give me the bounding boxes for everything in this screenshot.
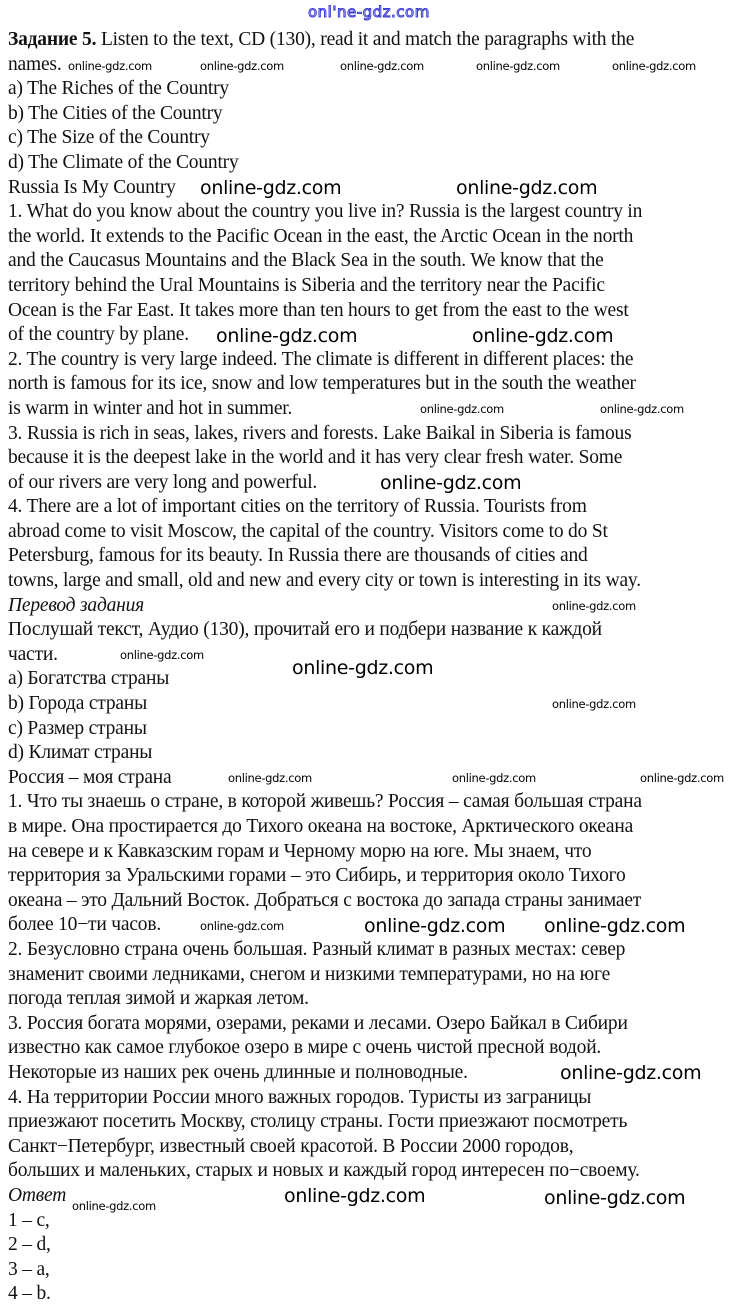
- text-line: a) The Riches of the Country: [8, 78, 229, 100]
- text-line: 1. What do you know about the country you live in? Russia is the largest country in: [8, 201, 643, 223]
- watermark: online-gdz.com: [544, 1187, 686, 1209]
- text-line: 4 – b.: [8, 1283, 51, 1305]
- watermark: online-gdz.com: [476, 59, 560, 73]
- text-line: Russia Is My Country: [8, 176, 176, 198]
- watermark: online-gdz.com: [292, 657, 434, 679]
- text-line: Санкт−Петербург, известный своей красотой. В России 2000 городов,: [8, 1135, 574, 1157]
- text-line: 4. There are a lot of important cities on the territory of Russia. Tourists from: [8, 496, 587, 518]
- text-line: Перевод задания: [8, 594, 145, 616]
- text-line: приезжают посетить Москву, столицу страны. Гости приезжают посмотреть: [8, 1111, 628, 1133]
- text-line: Petersburg, famous for its beauty. In Russia there are thousands of cities and: [8, 545, 588, 567]
- watermark: online-gdz.com: [340, 59, 424, 73]
- watermark: online-gdz.com: [456, 177, 598, 199]
- watermark: onl'ne-gdz.com: [308, 3, 430, 21]
- task-number: Задание 5.: [8, 29, 97, 50]
- text-line: 3. Россия богата морями, озерами, реками и лесами. Озеро Байкал в Сибири: [8, 1012, 628, 1034]
- text-line: Ocean is the Far East. It takes more than ten hours to get from the east to the west: [8, 299, 629, 321]
- text-line: a) Богатства страны: [8, 668, 170, 690]
- watermark: online-gdz.com: [120, 648, 204, 662]
- text-line: c) Размер страны: [8, 717, 147, 739]
- text-line: известно как самое глубокое озеро в мире с очень чистой пресной водой.: [8, 1037, 602, 1059]
- watermark: online-gdz.com: [420, 402, 504, 416]
- text-line: части.: [8, 643, 58, 665]
- text-line: более 10−ти часов.: [8, 914, 162, 936]
- text-line: 2 – d,: [8, 1234, 51, 1256]
- text-line: больших и маленьких, старых и новых и каждый город интересен по−своему.: [8, 1160, 640, 1182]
- watermark: online-gdz.com: [228, 771, 312, 785]
- task-heading: [8, 28, 736, 53]
- text-line: Некоторые из наших рек очень длинные и полноводные.: [8, 1061, 468, 1083]
- text-line: 2. Безусловно страна очень большая. Разный климат в разных местах: север: [8, 938, 626, 960]
- text-line: 3. Russia is rich in seas, lakes, rivers and forests. Lake Baikal in Siberia is famous: [8, 422, 632, 444]
- watermark: online-gdz.com: [452, 771, 536, 785]
- text-line: d) The Climate of the Country: [8, 151, 239, 173]
- text-line: в мире. Она простирается до Тихого океана на востоке, Арктического океана: [8, 816, 634, 837]
- text-line: океана – это Дальний Восток. Добраться с востока до запада страны занимает: [8, 889, 642, 911]
- text-line: 2. The country is very large indeed. The climate is different in different places: the: [8, 348, 634, 370]
- watermark: online-gdz.com: [552, 697, 636, 711]
- text-line: 4. На территории России много важных городов. Туристы из заграницы: [8, 1086, 592, 1108]
- text-line: b) The Cities of the Country: [8, 102, 223, 124]
- text-line: abroad come to visit Moscow, the capital of the country. Visitors come to do St: [8, 520, 608, 542]
- text-line: the world. It extends to the Pacific Ocean in the east, the Arctic Ocean in the north: [8, 225, 634, 247]
- text-line: 3 – a,: [8, 1258, 50, 1280]
- text-line: north is famous for its ice, snow and low temperatures but in the south the weather: [8, 373, 636, 395]
- watermark: online-gdz.com: [200, 919, 284, 933]
- text-line: of our rivers are very long and powerful.: [8, 471, 318, 493]
- watermark: online-gdz.com: [284, 1185, 426, 1207]
- text-line: and the Caucasus Mountains and the Black Sea in the south. We know that the: [8, 250, 604, 272]
- text-line: territory behind the Ural Mountains is Siberia and the territory near the Pacific: [8, 274, 605, 296]
- watermark: online-gdz.com: [200, 177, 342, 199]
- task-instruction: Listen to the text, CD (130), read it and match the paragraphs with the: [96, 29, 635, 50]
- watermark: online-gdz.com: [72, 1199, 156, 1213]
- watermark: online-gdz.com: [380, 472, 522, 494]
- text-line: 1 – c,: [8, 1209, 50, 1231]
- watermark: online-gdz.com: [216, 325, 358, 347]
- text-line: на севере и к Кавказским горам и Черному морю на юге. Мы знаем, что: [8, 840, 592, 862]
- text-line: погода теплая зимой и жаркая летом.: [8, 988, 309, 1010]
- sections: [8, 77, 736, 1307]
- watermark: online-gdz.com: [600, 402, 684, 416]
- text-line: 1. Что ты знаешь о стране, в которой живешь? Россия – самая большая страна: [8, 791, 642, 813]
- text-line: of the country by plane.: [8, 324, 189, 346]
- watermark: online-gdz.com: [612, 59, 696, 73]
- watermark: online-gdz.com: [364, 915, 506, 937]
- text-line: знаменит своими ледниками, снегом и низкими температурами, но на юге: [8, 963, 611, 985]
- text-line: towns, large and small, old and new and every city or town is interesting in its way.: [8, 570, 641, 592]
- text-line: b) Города страны: [8, 693, 147, 715]
- text-line: Послушай текст, Аудио (130), прочитай его и подбери название к каждой: [8, 619, 602, 641]
- text-line: because it is the deepest lake in the world and it has very clear fresh water. Some: [8, 447, 623, 469]
- watermark: online-gdz.com: [544, 915, 686, 937]
- watermark: online-gdz.com: [560, 1062, 702, 1084]
- text-line: is warm in winter and hot in summer.: [8, 397, 293, 419]
- text-line: d) Климат страны: [8, 742, 153, 764]
- text-line: Россия – моя страна: [8, 766, 172, 788]
- text-line: Ответ: [8, 1184, 67, 1206]
- watermark: online-gdz.com: [640, 771, 724, 785]
- watermark: online-gdz.com: [472, 325, 614, 347]
- text-line: c) The Size of the Country: [8, 127, 210, 149]
- watermark: online-gdz.com: [68, 59, 152, 73]
- text-line: территория за Уральскими горами – это Сибирь, и территория около Тихого: [8, 865, 626, 887]
- watermark: online-gdz.com: [200, 59, 284, 73]
- task-heading-cont: names.: [8, 53, 62, 75]
- watermark: online-gdz.com: [552, 599, 636, 613]
